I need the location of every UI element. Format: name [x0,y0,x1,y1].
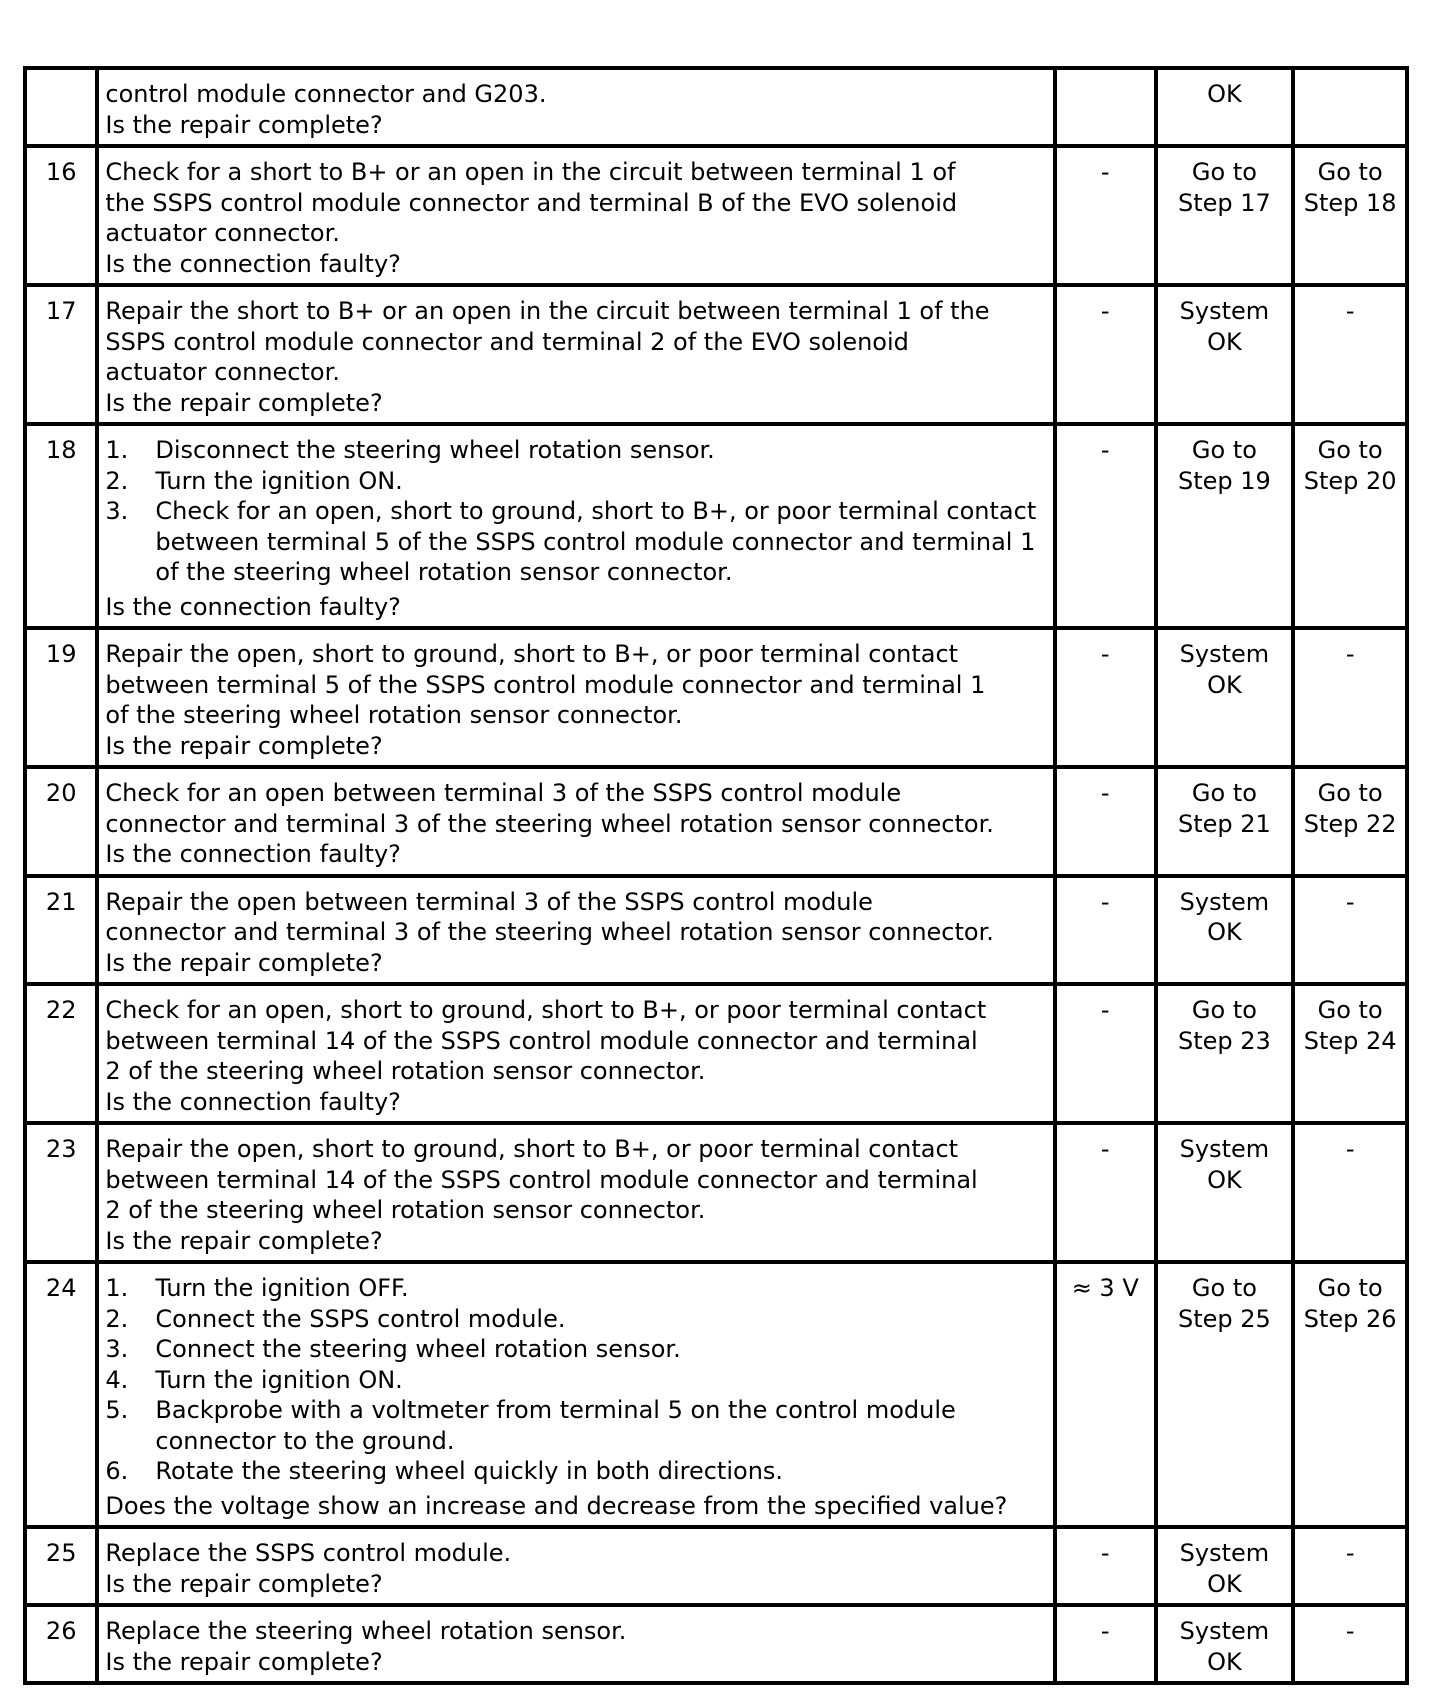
value-text: - [1100,1617,1110,1645]
action-line: Is the repair complete? [105,110,383,139]
diagnostic-table [23,66,1409,1685]
procedure-item-text: Disconnect the steering wheel rotation sensor. [155,436,715,464]
action-line: control module connector and G203. [105,80,547,108]
yes-cell [1156,767,1294,876]
diagnostic-table-body [25,68,1407,1683]
value-cell [1055,1123,1156,1262]
value-cell [1055,628,1156,767]
action-line: Repair the open, short to ground, short to B+, or poor terminal contact [105,640,959,668]
no-result: Go to Step 18 [1303,158,1397,217]
procedure-item-number: 5. [105,1396,129,1424]
step-number-cell [25,984,97,1123]
yes-result: System OK [1179,1539,1270,1598]
action-cell [97,984,1055,1123]
yes-result: Go to Step 17 [1178,158,1271,217]
no-cell [1293,876,1407,985]
action-line: Check for a short to B+ or an open in the circuit between terminal 1 of [105,158,956,186]
table-row [25,424,1407,628]
procedure-item-number: 3. [105,1335,129,1363]
step-number: 24 [45,1274,77,1302]
value-text: - [1100,996,1110,1024]
procedure-item-number: 2. [105,1304,129,1333]
no-cell [1293,68,1407,146]
action-cell [97,68,1055,146]
diagnostic-page [23,66,1409,1685]
procedure-item-number: 4. [105,1365,129,1394]
action-cell [97,146,1055,285]
action-cell [97,767,1055,876]
action-cell [97,876,1055,985]
action-line: connector and terminal 3 of the steering wheel rotation sensor connector. [105,918,994,946]
value-cell [1055,424,1156,628]
step-number: 20 [45,779,77,807]
value-cell [1055,984,1156,1123]
table-row [25,1262,1407,1527]
step-number-cell [25,876,97,985]
yes-cell [1156,1123,1294,1262]
yes-cell [1156,876,1294,985]
step-number: 17 [45,297,77,325]
action-line: actuator connector. [105,358,340,386]
procedure-list [105,1273,1047,1487]
step-number: 21 [45,887,77,916]
action-cell [97,1605,1055,1683]
procedure-list-item [105,1395,1047,1456]
procedure-item-text: Backprobe with a voltmeter from terminal 5 on the control module connector to the ground. [155,1396,956,1455]
table-row [25,876,1407,985]
action-cell [97,424,1055,628]
yes-result: Go to Step 23 [1178,996,1271,1055]
no-result: - [1345,640,1355,668]
action-line: connector and terminal 3 of the steering wheel rotation sensor connector. [105,809,994,838]
no-result: Go to Step 26 [1303,1274,1397,1333]
value-text: - [1100,1539,1110,1567]
value-text: - [1100,436,1110,464]
value-text: - [1100,779,1110,807]
step-number: 18 [45,436,77,464]
procedure-item-text: Connect the steering wheel rotation sensor. [155,1335,681,1363]
procedure-list-item [105,1365,1047,1396]
yes-result: System OK [1179,297,1270,356]
no-cell [1293,1123,1407,1262]
table-row [25,146,1407,285]
action-line: Is the repair complete? [105,388,383,417]
action-line: Is the connection faulty? [105,1087,401,1116]
no-cell [1293,1262,1407,1527]
no-result: - [1345,297,1355,325]
procedure-list [105,435,1047,588]
step-number-cell [25,424,97,628]
action-cell [97,1527,1055,1605]
procedure-item-text: Turn the ignition ON. [155,466,403,495]
action-line: Repair the open, short to ground, short to B+, or poor terminal contact [105,1135,959,1163]
procedure-list-item [105,1273,1047,1304]
action-cell [97,285,1055,424]
procedure-list-item [105,1334,1047,1365]
value-cell [1055,285,1156,424]
yes-cell [1156,424,1294,628]
yes-cell [1156,285,1294,424]
value-cell [1055,767,1156,876]
procedure-list-item [105,496,1047,588]
action-line: SSPS control module connector and terminal 2 of the EVO solenoid [105,327,909,356]
table-row [25,285,1407,424]
action-question: Is the connection faulty? [105,592,401,621]
step-number: 22 [45,996,77,1024]
no-result: Go to Step 20 [1303,436,1397,495]
procedure-item-text: Check for an open, short to ground, short to B+, or poor terminal contact between terminal 5 of the SSPS control module connector and terminal 1 of the steering wheel rotation sensor connector. [155,497,1037,586]
step-number-cell [25,146,97,285]
no-cell [1293,1527,1407,1605]
procedure-list-item [105,1456,1047,1487]
value-cell [1055,68,1156,146]
action-line: Is the repair complete? [105,1226,383,1255]
step-number-cell [25,767,97,876]
yes-result: OK [1207,80,1242,108]
no-result: - [1345,1539,1355,1567]
procedure-list-item [105,1304,1047,1335]
no-cell [1293,424,1407,628]
action-line: Is the connection faulty? [105,249,401,278]
yes-cell [1156,68,1294,146]
value-text: ≈ 3 V [1071,1274,1139,1302]
action-line: Is the repair complete? [105,731,383,760]
no-result: - [1345,1617,1355,1645]
action-line: Is the connection faulty? [105,840,401,868]
action-line: Is the repair complete? [105,1647,383,1676]
step-number: 25 [45,1539,77,1567]
step-number: 23 [45,1135,77,1163]
step-number-cell [25,1262,97,1527]
yes-cell [1156,1527,1294,1605]
no-result: Go to Step 22 [1303,779,1397,838]
action-line: Replace the steering wheel rotation sensor. [105,1617,627,1645]
procedure-list-item [105,435,1047,466]
step-number-cell [25,628,97,767]
yes-result: System OK [1179,1617,1270,1676]
yes-cell [1156,146,1294,285]
value-cell [1055,146,1156,285]
step-number: 16 [45,158,77,186]
yes-cell [1156,1262,1294,1527]
action-line: Is the repair complete? [105,948,383,977]
no-result: - [1345,887,1355,916]
yes-result: System OK [1179,1135,1270,1194]
procedure-item-text: Connect the SSPS control module. [155,1304,566,1333]
action-line: of the steering wheel rotation sensor connector. [105,701,683,729]
step-number-cell [25,1527,97,1605]
procedure-list-item [105,466,1047,497]
yes-cell [1156,1605,1294,1683]
action-cell [97,1262,1055,1527]
value-text: - [1100,887,1110,916]
action-line: Repair the short to B+ or an open in the circuit between terminal 1 of the [105,297,990,325]
value-text: - [1100,1135,1110,1163]
table-row [25,767,1407,876]
yes-result: System OK [1179,887,1270,946]
step-number-cell [25,1123,97,1262]
action-line: Replace the SSPS control module. [105,1539,512,1567]
table-row [25,1605,1407,1683]
yes-result: System OK [1179,640,1270,699]
action-line: Check for an open, short to ground, short to B+, or poor terminal contact [105,996,987,1024]
step-number: 26 [45,1617,77,1645]
action-cell [97,1123,1055,1262]
action-line: between terminal 5 of the SSPS control module connector and terminal 1 [105,670,986,699]
procedure-item-text: Turn the ignition OFF. [155,1274,409,1302]
action-line: Check for an open between terminal 3 of the SSPS control module [105,779,902,807]
procedure-item-text: Rotate the steering wheel quickly in both directions. [155,1457,784,1485]
yes-cell [1156,984,1294,1123]
action-line: Repair the open between terminal 3 of the SSPS control module [105,887,873,916]
table-row [25,1527,1407,1605]
action-line: 2 of the steering wheel rotation sensor connector. [105,1057,706,1085]
value-cell [1055,1605,1156,1683]
yes-cell [1156,628,1294,767]
step-number-cell [25,285,97,424]
step-number: 19 [45,640,77,668]
step-number-cell [25,68,97,146]
procedure-item-number: 2. [105,466,129,495]
table-row [25,984,1407,1123]
no-result: - [1345,1135,1355,1163]
yes-result: Go to Step 19 [1178,436,1271,495]
action-line: the SSPS control module connector and terminal B of the EVO solenoid [105,188,958,217]
table-row [25,628,1407,767]
no-cell [1293,285,1407,424]
action-line: Is the repair complete? [105,1569,383,1598]
procedure-item-number: 1. [105,1274,129,1302]
procedure-item-text: Turn the ignition ON. [155,1365,403,1394]
no-result: Go to Step 24 [1303,996,1397,1055]
action-line: between terminal 14 of the SSPS control module connector and terminal [105,1165,978,1194]
no-cell [1293,628,1407,767]
action-line: 2 of the steering wheel rotation sensor connector. [105,1196,706,1224]
value-text: - [1100,158,1110,186]
value-text: - [1100,640,1110,668]
step-number-cell [25,1605,97,1683]
action-line: between terminal 14 of the SSPS control module connector and terminal [105,1026,978,1055]
procedure-item-number: 3. [105,497,129,525]
action-line: actuator connector. [105,219,340,247]
no-cell [1293,767,1407,876]
value-cell [1055,1527,1156,1605]
value-cell [1055,1262,1156,1527]
no-cell [1293,1605,1407,1683]
action-question: Does the voltage show an increase and decrease from the specified value? [105,1491,1008,1520]
value-cell [1055,876,1156,985]
procedure-item-number: 6. [105,1457,129,1485]
no-cell [1293,984,1407,1123]
yes-result: Go to Step 25 [1178,1274,1271,1333]
table-row [25,1123,1407,1262]
value-text: - [1100,297,1110,325]
action-cell [97,628,1055,767]
procedure-item-number: 1. [105,436,129,464]
table-row [25,68,1407,146]
no-cell [1293,146,1407,285]
yes-result: Go to Step 21 [1178,779,1271,838]
